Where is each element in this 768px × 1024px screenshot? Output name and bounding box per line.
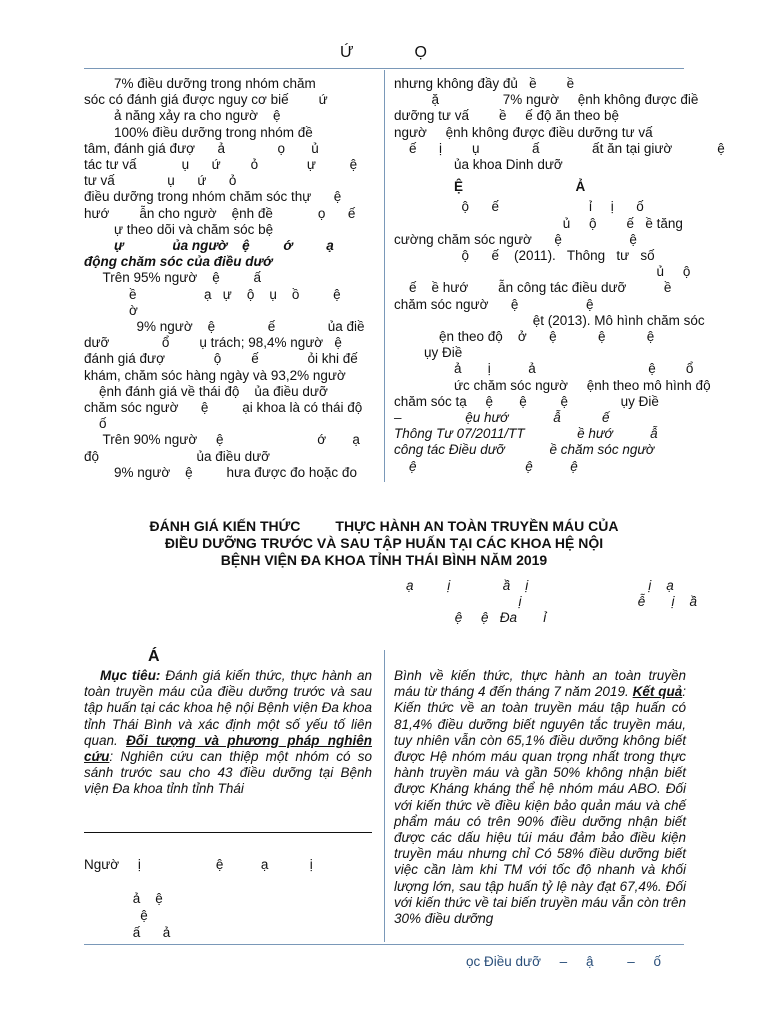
article-title [84, 518, 684, 569]
text-line: ệnh đánh giá về thái độ ủa điều dưỡ [84, 383, 328, 399]
text-line: ự theo dõi và chăm sóc bệ [84, 221, 274, 237]
affiliation-line: ệ [84, 908, 148, 923]
affiliation-block [84, 856, 313, 941]
text-line: ề ạ ự ộ ụ ồ ệ [84, 286, 341, 302]
footnote-rule [84, 832, 372, 833]
reference-line: công tác Điều dưỡ ề chăm sóc ngườ [394, 442, 655, 458]
reference-line: ệ ệ ệ [394, 458, 578, 474]
text-line: khám, chăm sóc hàng ngày và 93,2% ngườ [84, 367, 346, 383]
text-line: ức chăm sóc ngườ ệnh theo mô hình độ [394, 377, 711, 393]
article-title-line: ĐÁNH GIÁ KIẾN THỨC THỰC HÀNH AN TOÀN TRUYỀN MÁU CỦA [149, 518, 619, 534]
journal-footer: ọc Điều dưỡ – ậ – ố [466, 954, 661, 969]
abstract-text: Bình về kiến thức, thực hành an toàn truyền máu từ tháng 4 đến tháng 7 năm 2019. [394, 668, 686, 700]
reference-line: – ệu hướ ẫ ế [394, 410, 610, 426]
abstract-heading: Á [148, 648, 160, 665]
text-line: ngườ ệnh không được điều dưỡng tư vấ [394, 124, 653, 140]
column-divider-bottom [384, 650, 385, 942]
text-line: ủ ộ ế ề tăng [394, 215, 683, 231]
text-line: ộ ế (2011). Thông tư số [394, 248, 655, 264]
text-line: ủa khoa Dinh dưỡ [394, 157, 563, 173]
abstract-paragraph [84, 668, 372, 798]
results-text: : Kiến thức về an toàn truyền máu tập huấn có 81,4% điều dưỡng biết nguyên tắc truyền máu, tuy nhiên vẫn còn 65,1% điều dưỡng không biết được Hệ nhóm máu quan trọng nhất trong thực hành truyền máu và gần 50% không nhận biết được Kháng kháng thể hệ nhóm máu ABO. Đối với kiến thức về điều kiện bảo quản máu và chế phẩm máu có trên 90% điều dưỡng nhận biết được các dấu hiệu túi máu đảm bảo điều kiện truyền máu nhưng chỉ Có 58% điều dưỡng biết việc cần làm khi TM với tốc độ nhanh và khối lượng lớn, sau tập huấn tỷ lệ này đạt 67,4%. Đối với kiến thức về tai biến truyền máu vẫn còn trên 30% điều dưỡng [394, 684, 686, 927]
column-divider-top [384, 70, 385, 482]
text-line: ện theo độ ở ệ ệ ệ [394, 329, 655, 345]
text-line: ố [84, 416, 107, 432]
section-heading: ự ủa ngườ ệ ớ ạ [84, 238, 334, 254]
text-line: tư vấ ụ ứ ỏ [84, 173, 237, 189]
objective-label: Mục tiêu: [100, 668, 161, 683]
text-line: tâm, đánh giá đượ ả ọ ủ [84, 140, 319, 156]
affiliation-line: ấ ả [84, 925, 171, 940]
section-heading: Ệ Ả [394, 179, 586, 195]
author-line: ạ ị ầ ị ị ạ [406, 578, 674, 593]
text-line: sóc có đánh giá được nguy cơ biế ứ [84, 92, 328, 108]
text-line: Trên 95% ngườ ệ ấ [84, 270, 261, 286]
text-line: điều dưỡng trong nhóm chăm sóc thự ệ [84, 189, 342, 205]
text-line: cường chăm sóc ngườ ệ ệ [394, 231, 637, 247]
article-title-line: BỆNH VIỆN ĐA KHOA TỈNH THÁI BÌNH NĂM 2019 [220, 552, 548, 568]
text-line: nhưng không đầy đủ ề ề [394, 76, 575, 91]
text-line: ả ị ả ệ ổ [394, 361, 694, 377]
abstract-left [84, 668, 372, 798]
text-line: dưỡng tư vấ ề ế độ ăn theo bệ [394, 108, 620, 124]
right-column-top [394, 76, 725, 475]
section-heading: động chăm sóc của điều dướ [84, 254, 273, 270]
article-title-line: ĐIỀU DƯỠNG TRƯỚC VÀ SAU TẬP HUẤN TẠI CÁC KHOA HỆ NỘI [164, 535, 604, 551]
text-line: ế ề hướ ẫn công tác điều dưỡ ề [394, 280, 672, 296]
text-line: 7% điều dưỡng trong nhóm chăm [84, 76, 316, 91]
text-line: ả năng xảy ra cho ngườ ệ [84, 108, 281, 124]
text-line: hướ ẫn cho ngườ ệnh đề ọ ế [84, 205, 356, 221]
abstract-right [394, 668, 686, 927]
author-list [406, 578, 697, 626]
reference-line: Thông Tư 07/2011/TT ề hướ ẫ [394, 426, 658, 442]
text-line: tác tư vấ ụ ứ ỏ ự ệ [84, 157, 358, 173]
text-line: ế ị ụ ấ ất ăn tại giườ ệ [394, 140, 725, 156]
objective-text: Đánh giá kiến thức, thực hành an toàn truyền máu của điều dưỡng trước và sau tập huấn tại các khoa hệ nội Bệnh viện Đa khoa tỉnh Thái Bình và xác định một số yếu tố liên quan. [84, 668, 372, 748]
header-rule [84, 68, 684, 69]
text-line: ờ [84, 302, 138, 318]
text-line: chăm sóc tạ ệ ệ ệ ụy Điề [394, 393, 659, 409]
affiliation-line: Ngườ ị ệ ạ ị [84, 857, 313, 872]
footer-rule [84, 944, 684, 945]
method-label: Đối tượng và phương pháp nghiên cứu [84, 732, 372, 765]
text-line: ộ ế ỉ ị ố [394, 199, 644, 215]
results-label: Kết quả [632, 684, 683, 700]
text-line: ệt (2013). Mô hình chăm sóc [394, 312, 705, 328]
author-line: ệ ệ Đa ỉ [406, 610, 547, 625]
text-line: 9% ngườ ệ ế ủa điề [84, 319, 365, 335]
abstract-paragraph [394, 668, 686, 927]
text-line: độ ủa điều dưỡ [84, 448, 270, 464]
text-line: dưỡ ổ ụ trách; 98,4% ngườ ệ [84, 335, 342, 351]
text-line: đánh giá đượ ộ ế ỏi khi đế [84, 351, 358, 367]
method-text: : Nghiên cứu can thiệp một nhóm có so sánh trước sau cho 43 điều dưỡng tại Bệnh viện Đa khoa tỉnh tỉnh Thái [84, 749, 372, 797]
text-line: 9% ngườ ệ hưa được đo hoặc đo [84, 464, 357, 480]
text-line: ủ ộ [394, 264, 691, 280]
text-line: ặ 7% ngườ ệnh không được điề [394, 92, 699, 108]
text-line: chăm sóc ngườ ệ ệ [394, 296, 594, 312]
affiliation-line [84, 873, 313, 890]
running-header: Ứ Ọ [339, 44, 428, 61]
author-line: ị ễ ị ầ [406, 594, 698, 609]
left-column-top [84, 76, 380, 481]
text-line: Trên 90% ngườ ệ ớ ạ [84, 432, 360, 448]
affiliation-line: ả ệ [84, 891, 163, 906]
text-line: chăm sóc ngườ ệ ại khoa là có thái độ [84, 400, 363, 416]
text-line: 100% điều dưỡng trong nhóm đề [84, 124, 313, 140]
text-line: ụy Điề [394, 345, 463, 361]
